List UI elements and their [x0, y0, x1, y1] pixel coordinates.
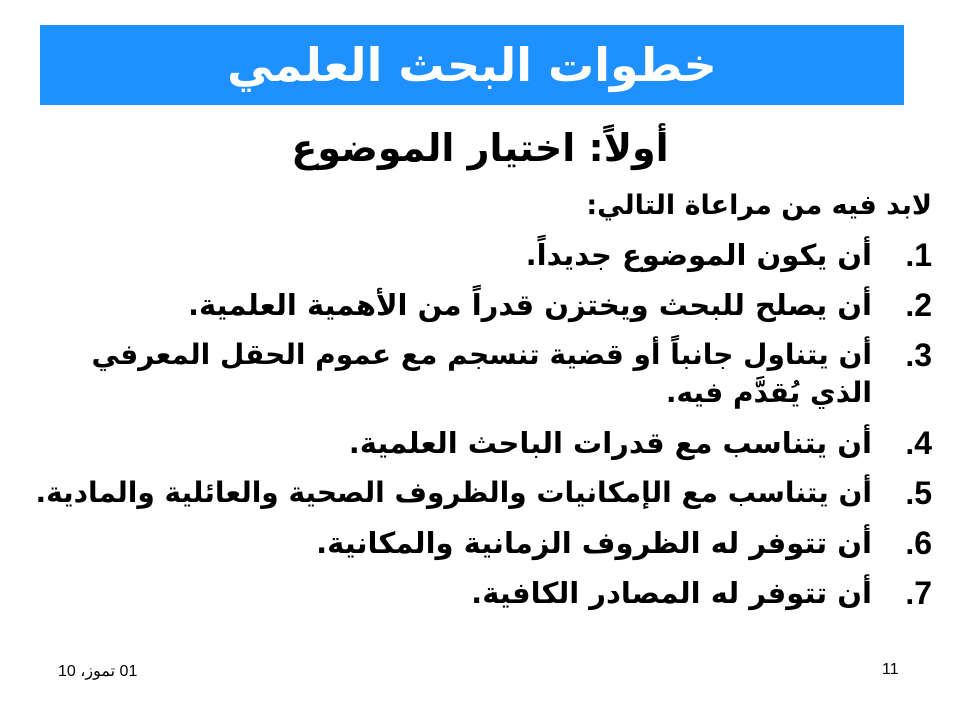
- step-number: 6.: [905, 525, 932, 561]
- step-number: 1.: [905, 237, 932, 273]
- slide-title: خطوات البحث العلمي: [227, 38, 717, 92]
- step-number: 4.: [905, 425, 932, 461]
- step-text: أن يتناسب مع قدرات الباحث العلمية.: [348, 426, 872, 460]
- step-item-4: [22, 424, 932, 462]
- step-text: أن تتوفر له المصادر الكافية.: [471, 576, 872, 610]
- step-number: 3.: [905, 337, 932, 373]
- step-item-5: [22, 474, 932, 512]
- step-item-1: [22, 236, 932, 274]
- step-text: أن يتناول جانباً أو قضية تنسجم مع عموم الحقل المعرفي الذي يُقدَّم فيه.: [91, 338, 872, 409]
- step-text: أن يصلح للبحث ويختزن قدراً من الأهمية العلمية.: [187, 288, 872, 322]
- step-text: أن تتوفر له الظروف الزمانية والمكانية.: [316, 526, 872, 560]
- step-item-2: [22, 286, 932, 324]
- footer-page-number: 11: [882, 661, 899, 678]
- step-text: أن يكون الموضوع جديداً.: [525, 238, 872, 272]
- step-number: 7.: [905, 575, 932, 611]
- step-number: 5.: [905, 475, 932, 511]
- step-item-7: [22, 574, 932, 612]
- steps-list: [22, 236, 932, 624]
- slide-subtitle: أولاً: اختيار الموضوع: [291, 126, 669, 170]
- step-item-3: [22, 336, 932, 412]
- title-bar: [40, 25, 904, 105]
- footer-date: 01 تموز، 10: [58, 663, 138, 680]
- step-number: 2.: [905, 287, 932, 323]
- step-text: أن يتناسب مع الإمكانيات والظروف الصحية والعائلية والمادية.: [35, 476, 872, 509]
- intro-text: لابد فيه من مراعاة التالي:: [586, 190, 932, 221]
- step-item-6: [22, 524, 932, 562]
